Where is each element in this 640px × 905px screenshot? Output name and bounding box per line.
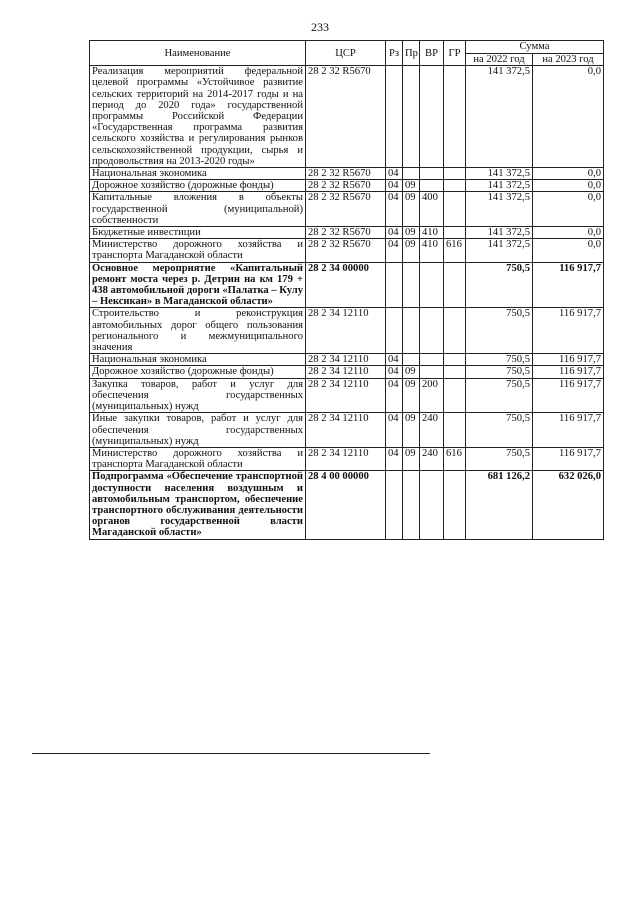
cell-gr bbox=[444, 192, 466, 227]
cell-csr: 28 2 34 12110 bbox=[306, 308, 386, 354]
cell-rz: 04 bbox=[386, 192, 403, 227]
cell-y2022: 141 372,5 bbox=[466, 180, 533, 192]
cell-csr: 28 2 32 R5670 bbox=[306, 66, 386, 168]
cell-csr: 28 2 34 00000 bbox=[306, 262, 386, 308]
cell-y2023: 116 917,7 bbox=[533, 262, 604, 308]
cell-pr bbox=[403, 308, 420, 354]
table-body bbox=[90, 66, 604, 539]
cell-csr: 28 2 32 R5670 bbox=[306, 192, 386, 227]
cell-gr bbox=[444, 471, 466, 539]
cell-csr: 28 2 32 R5670 bbox=[306, 168, 386, 180]
cell-vr bbox=[420, 366, 444, 378]
cell-name: Национальная экономика bbox=[90, 168, 306, 180]
cell-y2022: 141 372,5 bbox=[466, 168, 533, 180]
cell-pr: 09 bbox=[403, 227, 420, 239]
cell-y2023: 0,0 bbox=[533, 168, 604, 180]
header-sum: Сумма bbox=[466, 41, 604, 54]
cell-rz: 04 bbox=[386, 227, 403, 239]
cell-csr: 28 2 34 12110 bbox=[306, 354, 386, 366]
cell-rz bbox=[386, 471, 403, 539]
cell-name: Реализация мероприятий федеральной целевой программы «Устойчивое развитие сельских территорий на 2014-2017 годы и на период до 2020 года» государственной программы Российской Федерации «Государственная программа развития сельского хозяйства и регулирования рынков сельскохозяйственной продукции, сырья и продовольствия на 2013-2020 годы» bbox=[90, 66, 306, 168]
cell-y2022: 141 372,5 bbox=[466, 192, 533, 227]
cell-y2022: 750,5 bbox=[466, 378, 533, 413]
cell-csr: 28 2 34 12110 bbox=[306, 366, 386, 378]
cell-csr: 28 2 32 R5670 bbox=[306, 239, 386, 262]
cell-y2022: 681 126,2 bbox=[466, 471, 533, 539]
header-year-2023: на 2023 год bbox=[533, 54, 604, 66]
cell-csr: 28 2 34 12110 bbox=[306, 447, 386, 470]
cell-vr: 240 bbox=[420, 413, 444, 448]
cell-gr bbox=[444, 413, 466, 448]
cell-y2022: 750,5 bbox=[466, 354, 533, 366]
cell-gr bbox=[444, 180, 466, 192]
table-row bbox=[90, 447, 604, 470]
cell-pr: 09 bbox=[403, 366, 420, 378]
cell-y2023: 116 917,7 bbox=[533, 447, 604, 470]
cell-gr bbox=[444, 308, 466, 354]
cell-name: Министерство дорожного хозяйства и транспорта Магаданской области bbox=[90, 447, 306, 470]
table-row bbox=[90, 471, 604, 539]
cell-csr: 28 4 00 00000 bbox=[306, 471, 386, 539]
cell-vr bbox=[420, 262, 444, 308]
cell-name: Национальная экономика bbox=[90, 354, 306, 366]
cell-rz: 04 bbox=[386, 239, 403, 262]
cell-gr bbox=[444, 354, 466, 366]
cell-y2022: 141 372,5 bbox=[466, 227, 533, 239]
cell-y2023: 0,0 bbox=[533, 227, 604, 239]
cell-vr bbox=[420, 66, 444, 168]
cell-y2022: 141 372,5 bbox=[466, 239, 533, 262]
table-row bbox=[90, 308, 604, 354]
table-row bbox=[90, 413, 604, 448]
cell-vr bbox=[420, 168, 444, 180]
header-vr: ВР bbox=[420, 41, 444, 66]
cell-vr bbox=[420, 308, 444, 354]
cell-y2022: 141 372,5 bbox=[466, 66, 533, 168]
cell-vr: 200 bbox=[420, 378, 444, 413]
header-gr: ГР bbox=[444, 41, 466, 66]
cell-vr bbox=[420, 471, 444, 539]
table-row bbox=[90, 378, 604, 413]
cell-y2022: 750,5 bbox=[466, 447, 533, 470]
cell-rz bbox=[386, 262, 403, 308]
cell-y2023: 0,0 bbox=[533, 180, 604, 192]
table-row bbox=[90, 180, 604, 192]
cell-rz: 04 bbox=[386, 413, 403, 448]
cell-y2023: 632 026,0 bbox=[533, 471, 604, 539]
cell-gr bbox=[444, 378, 466, 413]
cell-pr: 09 bbox=[403, 413, 420, 448]
page-number: 233 bbox=[311, 20, 329, 34]
cell-rz: 04 bbox=[386, 354, 403, 366]
cell-rz bbox=[386, 308, 403, 354]
cell-gr bbox=[444, 66, 466, 168]
table-row bbox=[90, 354, 604, 366]
cell-gr bbox=[444, 262, 466, 308]
cell-pr: 09 bbox=[403, 447, 420, 470]
cell-name: Подпрограмма «Обеспечение транспортной доступности населения воздушным и автомобильным транспортом, обеспечение транспортного обслуживания деятельности органов государственной власти Магаданской области» bbox=[90, 471, 306, 539]
cell-pr: 09 bbox=[403, 239, 420, 262]
cell-rz: 04 bbox=[386, 366, 403, 378]
table-row bbox=[90, 239, 604, 262]
cell-gr: 616 bbox=[444, 447, 466, 470]
table-row bbox=[90, 168, 604, 180]
table-row bbox=[90, 66, 604, 168]
cell-name: Дорожное хозяйство (дорожные фонды) bbox=[90, 366, 306, 378]
cell-pr: 09 bbox=[403, 192, 420, 227]
cell-y2023: 116 917,7 bbox=[533, 308, 604, 354]
cell-y2022: 750,5 bbox=[466, 366, 533, 378]
cell-csr: 28 2 34 12110 bbox=[306, 378, 386, 413]
cell-name: Закупка товаров, работ и услуг для обеспечения государственных (муниципальных) нужд bbox=[90, 378, 306, 413]
cell-vr: 410 bbox=[420, 239, 444, 262]
cell-gr bbox=[444, 227, 466, 239]
header-rz: Рз bbox=[386, 41, 403, 66]
cell-name: Капитальные вложения в объекты государственной (муниципальной) собственности bbox=[90, 192, 306, 227]
table-row bbox=[90, 366, 604, 378]
cell-y2022: 750,5 bbox=[466, 262, 533, 308]
cell-pr bbox=[403, 354, 420, 366]
cell-name: Иные закупки товаров, работ и услуг для обеспечения государственных (муниципальных) нужд bbox=[90, 413, 306, 448]
cell-vr: 400 bbox=[420, 192, 444, 227]
budget-table bbox=[89, 40, 604, 540]
cell-name: Строительство и реконструкция автомобильных дорог общего пользования регионального и межмуниципального значения bbox=[90, 308, 306, 354]
cell-rz: 04 bbox=[386, 168, 403, 180]
cell-gr: 616 bbox=[444, 239, 466, 262]
cell-gr bbox=[444, 168, 466, 180]
cell-y2023: 0,0 bbox=[533, 239, 604, 262]
cell-vr: 410 bbox=[420, 227, 444, 239]
cell-y2023: 0,0 bbox=[533, 66, 604, 168]
cell-rz: 04 bbox=[386, 378, 403, 413]
header-name: Наименование bbox=[90, 41, 306, 66]
cell-rz: 04 bbox=[386, 447, 403, 470]
cell-csr: 28 2 34 12110 bbox=[306, 413, 386, 448]
cell-name: Министерство дорожного хозяйства и транспорта Магаданской области bbox=[90, 239, 306, 262]
cell-name: Дорожное хозяйство (дорожные фонды) bbox=[90, 180, 306, 192]
cell-csr: 28 2 32 R5670 bbox=[306, 180, 386, 192]
cell-pr: 09 bbox=[403, 378, 420, 413]
header-csr: ЦСР bbox=[306, 41, 386, 66]
cell-name: Основное мероприятие «Капитальный ремонт моста через р. Детрин на км 179 + 438 автомобильной дороги «Палатка – Кулу – Нексикан» в Магаданской области» bbox=[90, 262, 306, 308]
header-pr: Пр bbox=[403, 41, 420, 66]
cell-pr bbox=[403, 168, 420, 180]
cell-y2022: 750,5 bbox=[466, 413, 533, 448]
cell-y2022: 750,5 bbox=[466, 308, 533, 354]
cell-name: Бюджетные инвестиции bbox=[90, 227, 306, 239]
cell-csr: 28 2 32 R5670 bbox=[306, 227, 386, 239]
cell-y2023: 116 917,7 bbox=[533, 366, 604, 378]
table-row bbox=[90, 227, 604, 239]
cell-gr bbox=[444, 366, 466, 378]
cell-vr bbox=[420, 354, 444, 366]
cell-pr bbox=[403, 262, 420, 308]
cell-y2023: 116 917,7 bbox=[533, 413, 604, 448]
cell-vr bbox=[420, 180, 444, 192]
cell-pr bbox=[403, 66, 420, 168]
footer-rule bbox=[32, 753, 430, 754]
cell-y2023: 116 917,7 bbox=[533, 354, 604, 366]
cell-rz: 04 bbox=[386, 180, 403, 192]
cell-y2023: 116 917,7 bbox=[533, 378, 604, 413]
cell-pr bbox=[403, 471, 420, 539]
cell-y2023: 0,0 bbox=[533, 192, 604, 227]
table-row bbox=[90, 192, 604, 227]
cell-rz bbox=[386, 66, 403, 168]
cell-vr: 240 bbox=[420, 447, 444, 470]
cell-pr: 09 bbox=[403, 180, 420, 192]
table-row bbox=[90, 262, 604, 308]
header-year-2022: на 2022 год bbox=[466, 54, 533, 66]
